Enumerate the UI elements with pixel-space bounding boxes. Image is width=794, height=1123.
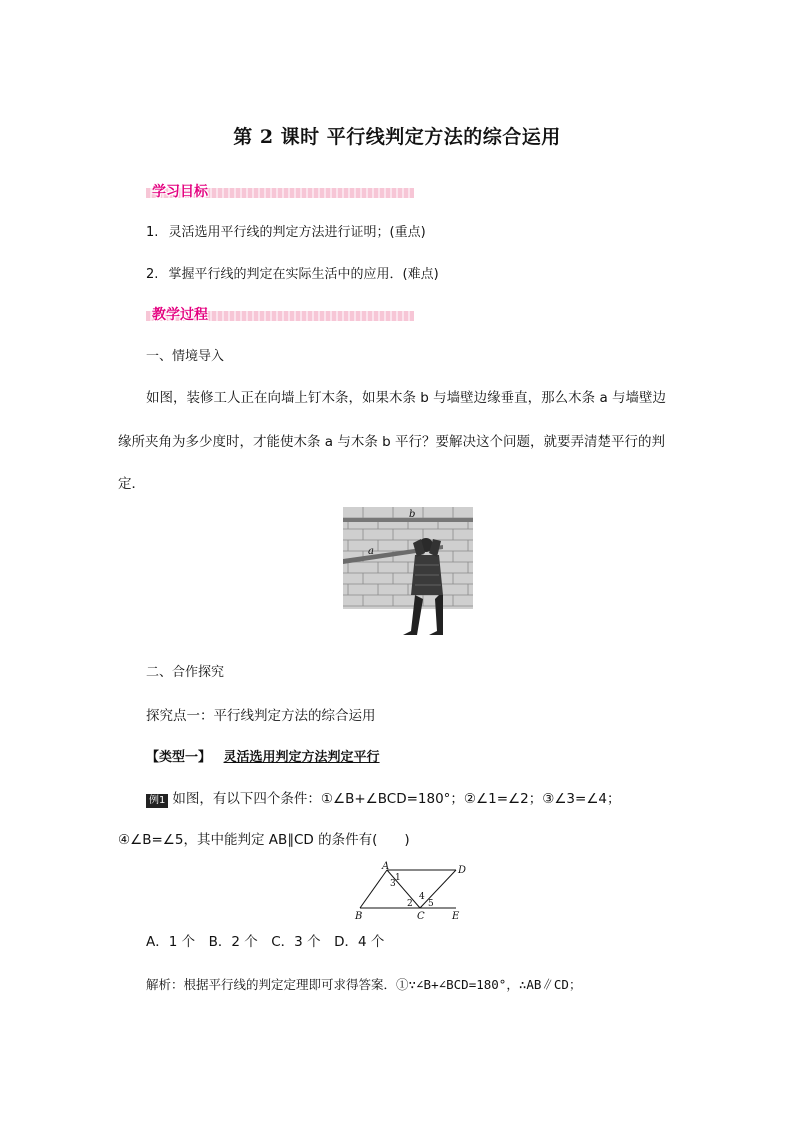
label-B: B	[355, 911, 363, 922]
worker-photo	[343, 507, 473, 639]
example-badge: 例1	[146, 794, 168, 808]
photo-label-a: a	[368, 546, 374, 557]
goal-text: 掌握平行线的判定在实际生活中的应用．(难点)	[168, 267, 439, 282]
page-title: 第 2 课时 平行线判定方法的综合运用	[233, 126, 561, 148]
label-D: D	[458, 865, 467, 876]
section-goals-label: 学习目标	[152, 184, 208, 200]
example-line-1	[146, 789, 621, 809]
angle-2: 2	[407, 899, 413, 909]
line-ac	[387, 870, 420, 908]
line-cd	[420, 870, 456, 908]
explore-point: 探究点一：平行线判定方法的综合运用	[146, 708, 376, 724]
type-title: 灵活选用判定方法判定平行	[223, 750, 380, 765]
goal-item-1	[146, 223, 426, 243]
section-goals-tag	[146, 183, 414, 203]
intro-heading: 一、情境导入	[146, 349, 225, 364]
example-solution: 解析：根据平行线的判定定理即可求得答案．①∵∠B+∠BCD=180°，∴AB∥CD；	[146, 977, 582, 992]
example-line-2: ④∠B=∠5，其中能判定 AB∥CD 的条件有( )	[118, 832, 410, 848]
label-A: A	[382, 861, 390, 872]
goal-num: 2.	[146, 267, 159, 282]
example-options: A．1 个 B．2 个 C．3 个 D．4 个	[146, 934, 385, 950]
goal-num: 1.	[146, 225, 159, 240]
goal-text: 灵活选用平行线的判定方法进行证明；(重点)	[168, 225, 426, 240]
intro-line-3: 定．	[118, 476, 145, 492]
label-C: C	[417, 911, 425, 922]
photo-label-b: b	[409, 509, 416, 520]
angle-4: 4	[419, 892, 425, 902]
angle-5: 5	[428, 899, 434, 909]
section-process-label: 教学过程	[152, 307, 208, 323]
line-ab	[360, 870, 387, 908]
angle-3: 3	[390, 879, 396, 889]
example-text-1: 如图，有以下四个条件：①∠B+∠BCD=180°；②∠1=∠2；③∠3=∠4；	[172, 791, 621, 807]
explore-heading: 二、合作探究	[146, 665, 225, 680]
angle-1: 1	[395, 873, 401, 883]
type-heading	[146, 748, 380, 768]
goal-item-2	[146, 265, 439, 285]
intro-line-1: 如图，装修工人正在向墙上钉木条，如果木条 b 与墙壁边缘垂直，那么木条 a 与墙壁边	[146, 390, 667, 406]
board-b	[343, 518, 473, 522]
section-process-tag	[146, 306, 414, 326]
geometry-figure	[352, 860, 472, 922]
label-E: E	[452, 911, 460, 922]
type-tag: 【类型一】	[146, 750, 212, 765]
intro-line-2: 缘所夹角为多少度时，才能使木条 a 与木条 b 平行？要解决这个问题，就要弄清楚平行的判	[118, 434, 666, 450]
